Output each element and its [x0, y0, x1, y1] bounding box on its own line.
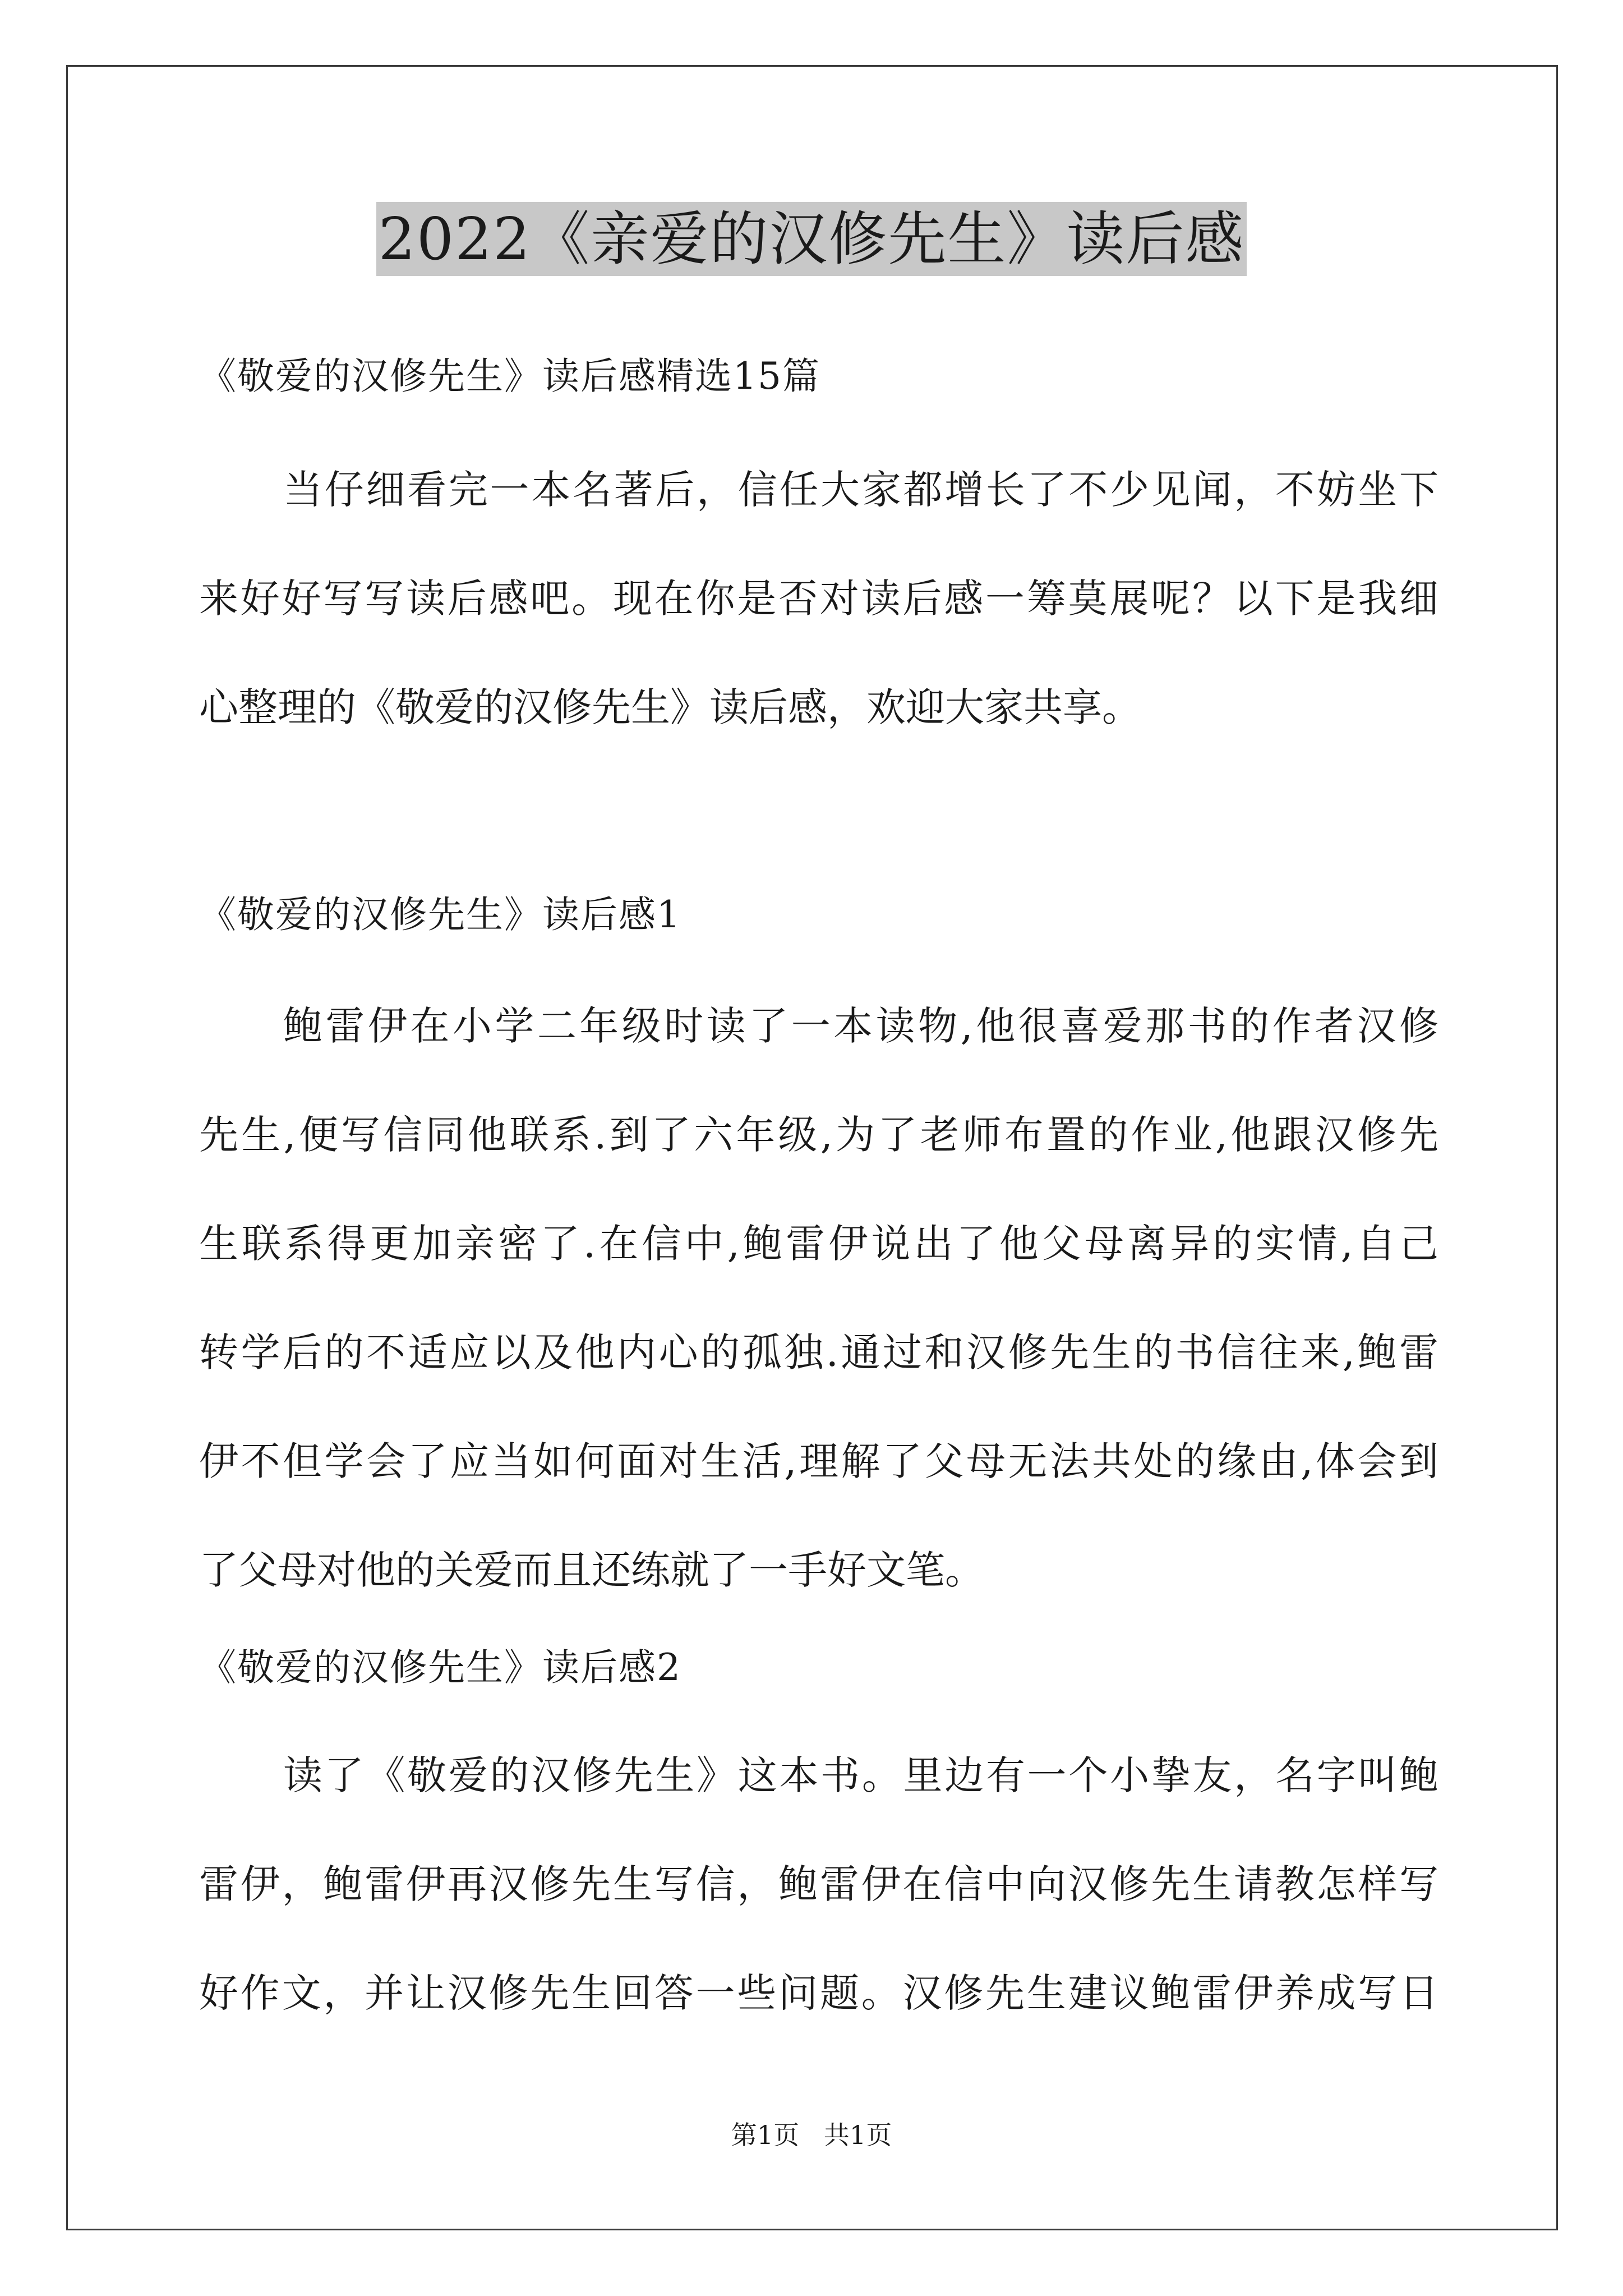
title-container: [0, 202, 1623, 276]
document-title: 2022《亲爱的汉修先生》读后感: [376, 202, 1247, 276]
document-subtitle: 《敬爱的汉修先生》读后感精选15篇: [199, 355, 820, 398]
section-heading-1: 《敬爱的汉修先生》读后感1: [199, 893, 681, 936]
paragraph-line: 鲍雷伊在小学二年级时读了一本读物,他很喜爱那书的作者汉修: [283, 1003, 1438, 1049]
paragraph-line: 生联系得更加亲密了.在信中,鲍雷伊说出了他父母离异的实情,自己: [199, 1221, 1438, 1267]
paragraph-line: 先生,便写信同他联系.到了六年级,为了老师布置的作业,他跟汉修先: [199, 1112, 1438, 1158]
section-heading-2: 《敬爱的汉修先生》读后感2: [199, 1646, 681, 1689]
paragraph-line: 来好好写写读后感吧。现在你是否对读后感一筹莫展呢？以下是我细: [199, 576, 1438, 622]
page-number-footer: 第1页 共1页: [731, 2120, 892, 2150]
paragraph-line: 了父母对他的关爱而且还练就了一手好文笔。: [199, 1547, 984, 1593]
paragraph-line: 心整理的《敬爱的汉修先生》读后感，欢迎大家共享。: [199, 684, 1141, 730]
paragraph-line: 好作文，并让汉修先生回答一些问题。汉修先生建议鲍雷伊养成写日: [199, 1970, 1438, 2016]
intro-paragraph: [199, 435, 1438, 762]
section-1-paragraph: [199, 972, 1438, 1625]
paragraph-line: 伊不但学会了应当如何面对生活,理解了父母无法共处的缘由,体会到: [199, 1438, 1438, 1484]
paragraph-line: 读了《敬爱的汉修先生》这本书。里边有一个小挚友，名字叫鲍: [283, 1752, 1438, 1798]
paragraph-line: 雷伊，鲍雷伊再汉修先生写信，鲍雷伊在信中向汉修先生请教怎样写: [199, 1861, 1438, 1907]
section-2-paragraph: [199, 1721, 1438, 2047]
paragraph-line: 转学后的不适应以及他内心的孤独.通过和汉修先生的书信往来,鲍雷: [199, 1329, 1438, 1375]
paragraph-line: 当仔细看完一本名著后，信任大家都增长了不少见闻，不妨坐下: [283, 467, 1438, 513]
